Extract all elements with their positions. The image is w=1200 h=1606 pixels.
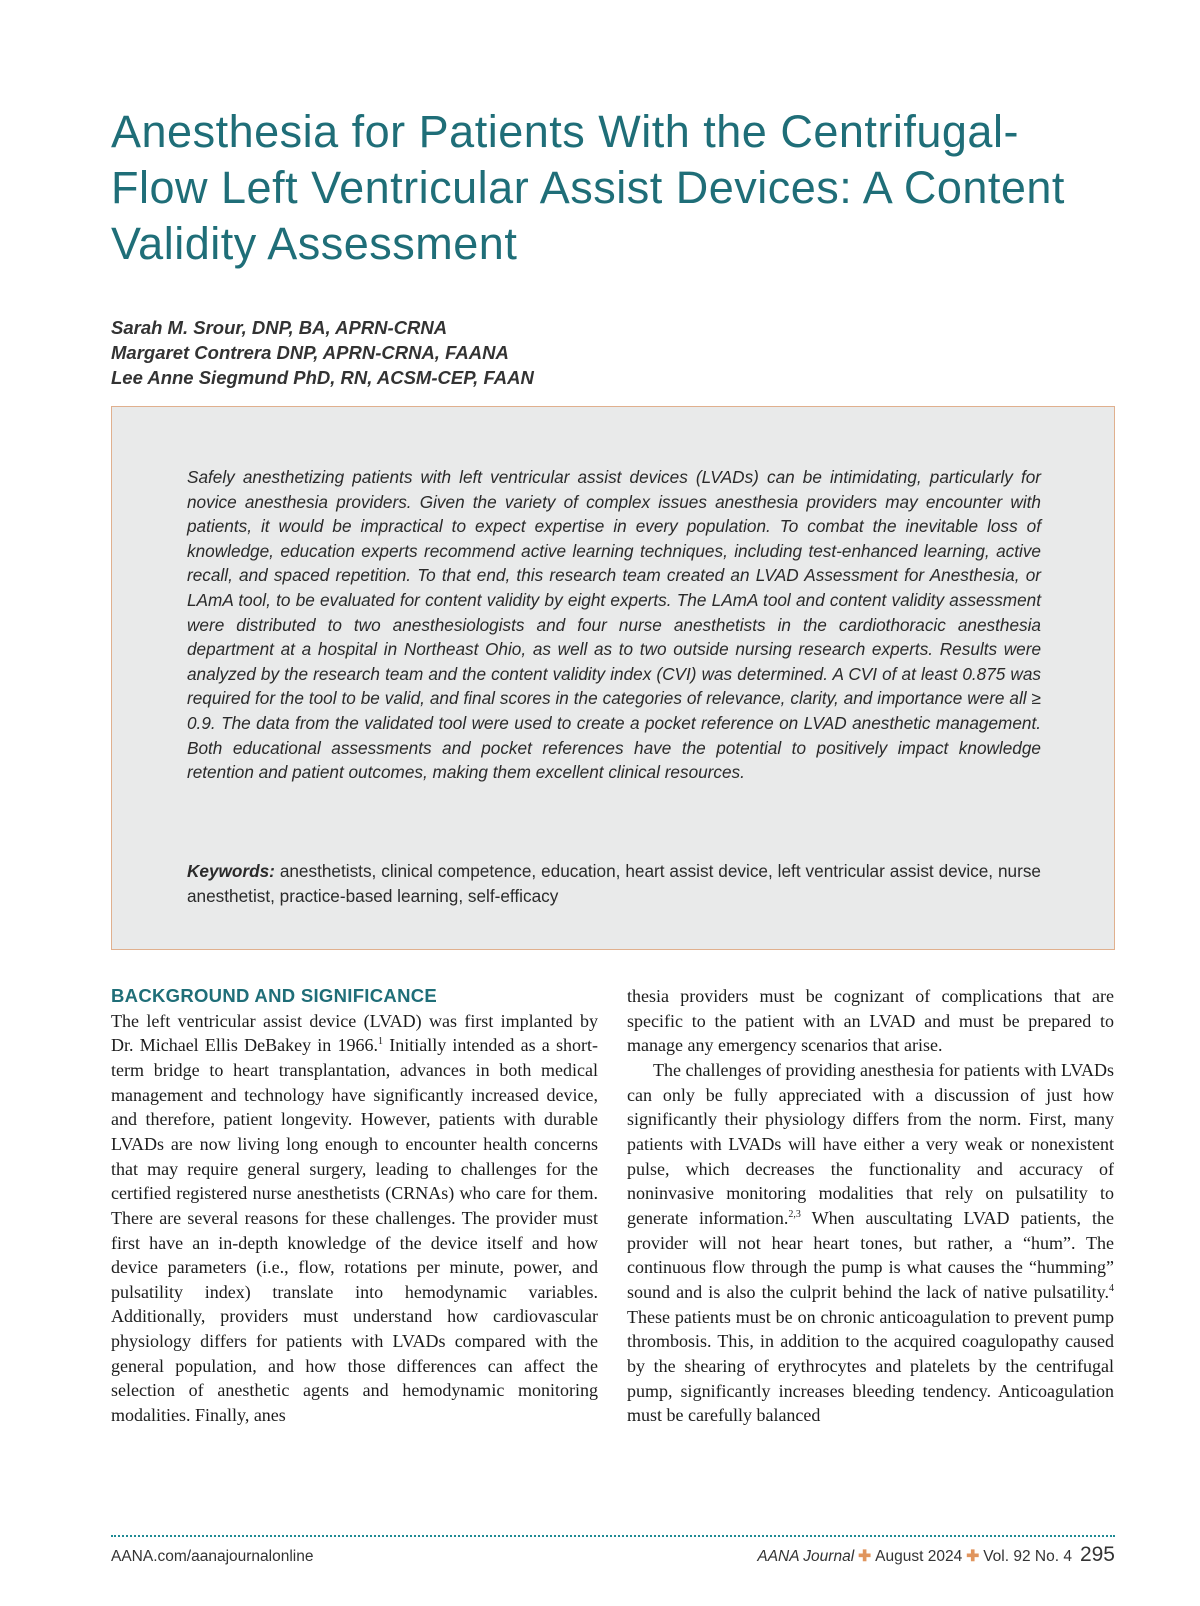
abstract-box: [111, 406, 1115, 950]
body-paragraph: [111, 1009, 598, 1428]
body-paragraph: [627, 1058, 1114, 1428]
volume-issue: Vol. 92 No. 4: [983, 1548, 1072, 1565]
text-run: When auscultating LVAD patients, the provider will not hear heart tones, but rather, a “hum”. The continuous flow through the pump is what causes the “humming” sound and is also the culprit behind the lack of native pulsatility.: [627, 1207, 1114, 1302]
section-heading: BACKGROUND AND SIGNIFICANCE: [111, 985, 438, 1006]
author-2: Margaret Contrera DNP, APRN-CRNA, FAANA: [111, 342, 509, 363]
body-paragraph: thesia providers must be cognizant of complications that are specific to the patient with an LVAD and must be prepared to manage any emergency scenarios that arise.: [627, 986, 1114, 1056]
citation-ref: 4: [1109, 1282, 1114, 1294]
body-column-right: [627, 984, 1114, 1428]
page-number: 295: [1079, 1543, 1115, 1566]
author-1: Sarah M. Srour, DNP, BA, APRN-CRNA: [111, 317, 448, 338]
keywords-list: anesthetists, clinical competence, education, heart assist device, left ventricular assist device, nurse anesthetist, practice-based learning, self-efficacy: [187, 861, 1041, 906]
journal-name: AANA Journal: [757, 1548, 855, 1565]
plus-icon: ✚: [966, 1548, 980, 1565]
text-run: The challenges of providing anesthesia for patients with LVADs can only be fully appreciated with a discussion of just how significantly their physiology differs from the norm. First, many patients with LVADs will have either a very weak or nonexistent pulse, which decreases the functionality and accuracy of noninvasive monitoring modalities that rely on pulsatility to generate information.: [627, 1059, 1114, 1228]
author-list: [111, 315, 1011, 390]
author-3: Lee Anne Siegmund PhD, RN, ACSM-CEP, FAAN: [111, 367, 534, 388]
footer-citation: [757, 1543, 1115, 1567]
text-run: The left ventricular assist device (LVAD) was first implanted by Dr. Michael Ellis DeBakey in 1966.: [111, 1010, 598, 1056]
issue-date: August 2024: [875, 1548, 963, 1565]
footer-divider: [111, 1535, 1115, 1537]
keywords: [187, 859, 1041, 908]
article-title: Anesthesia for Patients With the Centrifugal-Flow Left Ventricular Assist Devices: A Content Validity Assessment: [111, 106, 1065, 269]
citation-ref: 1: [378, 1036, 383, 1048]
text-run: These patients must be on chronic anticoagulation to prevent pump thrombosis. This, in addition to the acquired coagulopathy caused by the shearing of erythrocytes and platelets by the centrifugal pump, significantly increases bleeding tendency. Anticoagulation must be carefully balanced: [627, 1306, 1114, 1426]
footer-url[interactable]: AANA.com/aanajournalonline: [111, 1548, 314, 1565]
abstract-text: Safely anesthetizing patients with left ventricular assist devices (LVADs) can be intimidating, particularly for novice anesthesia providers. Given the variety of complex issues anesthesia providers may encounter with patients, it would be impractical to expect expertise in every population. To combat the inevitable loss of knowledge, education experts recommend active learning techniques, including test-enhanced learning, active recall, and spaced repetition. To that end, this research team created an LVAD Assessment for Anesthesia, or LAmA tool, to be evaluated for content validity by eight experts. The LAmA tool and content validity assessment were distributed to two anesthesiologists and four nurse anesthetists in the cardiothoracic anesthesia department at a hospital in Northeast Ohio, as well as to two outside nursing research experts. Results were analyzed by the research team and the content validity index (CVI) was determined. A CVI of at least 0.875 was required for the tool to be valid, and final scores in the categories of relevance, clarity, and importance were all ≥ 0.9. The data from the validated tool were used to create a pocket reference on LVAD anesthetic management. Both educational assessments and pocket references have the potential to positively impact knowledge retention and patient outcomes, making them excellent clinical resources.: [187, 467, 1041, 783]
text-run: Initially intended as a short-term bridge to heart transplantation, advances in both medical management and technology have significantly increased device, and therefore, patient longevity. However, patients with durable LVADs are now living long enough to encounter health concerns that may require general surgery, leading to challenges for the certified registered nurse anesthetists (CRNAs) who care for them. There are several reasons for these challenges. The provider must first have an in-depth knowledge of the device itself and how device parameters (i.e., flow, rotations per minute, power, and pulsatility index) translate into hemodynamic variables. Additionally, providers must understand how cardiovascular physiology differs for patients with LVADs compared with the general population, and how those differences can affect the selection of anesthetic agents and hemodynamic monitoring modalities. Finally, anes: [111, 1035, 598, 1426]
citation-ref: 2,3: [788, 1208, 801, 1220]
plus-icon: ✚: [858, 1548, 872, 1565]
body-column-left: [111, 984, 598, 1428]
keywords-label: Keywords:: [187, 861, 275, 881]
